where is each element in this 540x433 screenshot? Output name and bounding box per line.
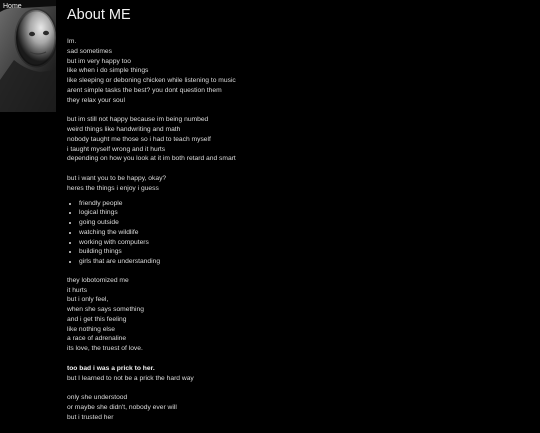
numbed-paragraph (67, 115, 527, 164)
text-line: but i only feel, (67, 296, 109, 304)
bold-text-line: too bad i was a prick to her. (67, 364, 155, 372)
text-line: like sleeping or deboning chicken while listening to music (67, 77, 236, 84)
text-line: Im. (67, 38, 77, 45)
lobotomized-paragraph (67, 276, 527, 354)
list-item: • watching the wildlife (79, 228, 527, 238)
text-line: but i trusted her (67, 413, 114, 421)
text-line: i taught myself wrong and it hurts (67, 145, 166, 153)
home-link[interactable]: Home (3, 3, 22, 10)
text-line: but i want you to be happy, okay? (67, 175, 167, 182)
text-line: heres the things i enjoy i guess (67, 184, 159, 192)
text-line: nobody taught me those so i had to teach myself (67, 135, 211, 143)
page-title: About ME (67, 7, 131, 23)
text-line: when she says something (67, 306, 144, 313)
understood-paragraph (67, 393, 527, 422)
text-line: or maybe she didn't, nobody ever will (67, 404, 177, 411)
text-line: and i get this feeling (67, 315, 127, 323)
list-item: • working with computers (79, 238, 527, 248)
main-content (67, 6, 527, 433)
list-item: • girls that are understanding (79, 257, 527, 267)
text-line: sad sometimes (67, 47, 112, 55)
text-line: depending on how you look at it im both retard and smart (67, 155, 236, 163)
text-line: but I learned to not be a prick the hard way (67, 374, 194, 382)
list-item: • building things (79, 247, 527, 257)
text-line: but im very happy too (67, 57, 131, 65)
portrait-image (0, 0, 56, 112)
text-line: but im still not happy because im being numbed (67, 116, 209, 124)
text-line: it hurts (67, 286, 88, 294)
list-item: • going outside (79, 218, 527, 228)
text-line: they lobotomized me (67, 276, 129, 284)
enjoy-list (67, 199, 527, 267)
text-line: arent simple tasks the best? you dont question them (67, 86, 222, 94)
text-line: weird things like handwriting and math (67, 126, 181, 133)
intro-paragraph (67, 37, 527, 105)
list-item: • friendly people (79, 199, 527, 209)
text-line: its love, the truest of love. (67, 345, 143, 352)
text-line: only she understood (67, 394, 128, 402)
text-line: they relax your soul (67, 96, 125, 104)
prick-paragraph (67, 364, 527, 384)
profile-portrait (0, 0, 56, 112)
list-item: • logical things (79, 208, 527, 218)
text-line: like nothing else (67, 325, 115, 333)
text-line: like when i do simple things (67, 67, 149, 75)
text-line: a race of adrenaline (67, 335, 127, 343)
happy-paragraph (67, 174, 527, 194)
